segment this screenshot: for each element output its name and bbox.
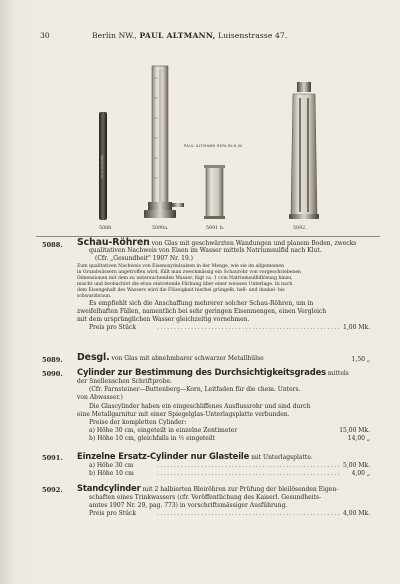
- price: 4,00 Mk.: [343, 510, 370, 518]
- entry-number: 5092.: [42, 486, 63, 494]
- price: 15,00 Mk.: [339, 427, 370, 435]
- apparatus-illustration: [88, 48, 358, 248]
- entry-title: Standcylinder: [77, 483, 141, 493]
- entry-number: 5090.: [42, 370, 63, 378]
- caption-5090a: 5090a.: [152, 226, 169, 231]
- header-city: Berlin NW.,: [92, 31, 137, 40]
- schau-roehre-5088: [99, 112, 107, 220]
- page-header: [40, 31, 380, 43]
- price: 1,00 Mk.: [343, 324, 370, 332]
- cylinder-5091b: [204, 165, 225, 219]
- figure-maker-mark: PAUL ALTMANN BERLIN.N.W.: [184, 144, 244, 148]
- entry-body: Einzelne Ersatz-Cylinder nur Glasteile mit Unterlagsplatte. a) Höhe 30 cm ...................................................... 5,00 Mk. b) Höhe 10 cm ...................................................... 4,00 „: [77, 451, 370, 478]
- entry-title: Einzelne Ersatz-Cylinder nur Glasteile: [77, 451, 250, 461]
- entry-number: 5088.: [42, 241, 63, 249]
- cylinder-5090a: [144, 66, 184, 218]
- entry-title: Desgl.: [77, 352, 110, 363]
- entry-body: Standcylinder mit 2 halbierten Bleiröhren zur Prüfung der bleilösenden Eigen- schaften eines Trinkwassers (cfr. Veröffentlichung des Kaiserl. Gesundheits- amtes 1907 Nr. 29, pag. 773) in vorschriftsmässiger Ausführung. Preis pro Stück ...................................................... 4,00 Mk.: [77, 484, 378, 519]
- price-line: Preis pro Stück ...................................................... 4,00 Mk.: [89, 510, 370, 518]
- header-title: [92, 31, 287, 40]
- price: 4,00 „: [351, 470, 370, 478]
- apparatus-figure: [88, 48, 358, 248]
- price-line: Preis pro Stück ...................................................... 1,00 Mk.: [89, 324, 370, 332]
- price: 14,00 „: [347, 435, 370, 443]
- caption-5092: 5092.: [293, 226, 307, 231]
- entry-number: 5091.: [42, 454, 63, 462]
- standcylinder-5092: [289, 82, 319, 219]
- entry-body: Cylinder zur Bestimmung des Durchsichtigkeitsgrades mittels der Snellenschen Schriftprobe. (Cfr. Farnsteiner—Buttenberg—Korn, Leitfaden für die chem. Unters. von Abwasser.) Die Glascylinder haben ein eingeschliffenes Ausflussrohr und sind durch eine Metallgarnitur mit einer Spiegelglas-Unterlagsplatte verbunden. Preise der kompletten Cylinder: a) Höhe 30 cm, eingeteilt in einzelne Zentimeter 15,00 Mk. b) Höhe 10 cm, gleichfalls in ½ eingeteilt 14,00 „: [77, 367, 370, 443]
- entry-title: Cylinder zur Bestimmung des Durchsichtigkeitsgrades: [77, 367, 326, 377]
- header-street: Luisenstrasse 47.: [218, 31, 288, 40]
- price: 1,50 „: [351, 356, 370, 363]
- entry-body: Desgl. von Glas mit abnehmbarer schwarzer Metallhülse 1,50 „: [77, 352, 370, 363]
- caption-5088: 5088.: [99, 226, 113, 231]
- entry-body: Schau-Röhren von Glas mit geschwärzten Wandungen und planem Boden, zwecks qualitativen Nachweis von Eisen im Wasser mittels Natriumsulfid nach Klut. (Cfr. „Gesundheit" 1907 Nr. 19.) Zum qualitativen Nachweis von Eisenoxydulsalzen in der Menge, wie sie im allgemeinen in Grundwässern angetroffen wird, füllt man zweckmässig ein Schaurohr von vorgeschriebenen Dimensionen mit dem zu untersuchenden Wasser, fügt ca. 1 ccm Natriumsulfidlösung hinzu, mischt und beobachtet die etwa eintretende Färbung über einer weissen Unterlage. In nach dem Eisengehalt des Wassers wird die Flüssigkeit hierbei grüngelb, hell- und dunkel- bis schwarzbraun. Es empfiehlt sich die Anschaffung mehrerer solcher Schau-Röhren, um in zweifelhaften Fällen, namentlich bei sehr geringen Eisenmengen, einen Vergleich mit dem ursprünglichen Wasser gleichzeitig vornehmen. Preis pro Stück ...................................................... 1,00 Mk.: [77, 239, 378, 332]
- header-company: PAUL ALTMANN,: [139, 31, 216, 40]
- svg-text:PAUL ALTMANN: PAUL ALTMANN: [100, 155, 104, 178]
- entry-title: Schau-Röhren: [77, 237, 150, 248]
- entry-number: 5089.: [42, 356, 63, 364]
- price: 5,00 Mk.: [343, 462, 370, 469]
- caption-5091b: 5091 b.: [206, 226, 225, 231]
- page-number: 30: [40, 31, 50, 40]
